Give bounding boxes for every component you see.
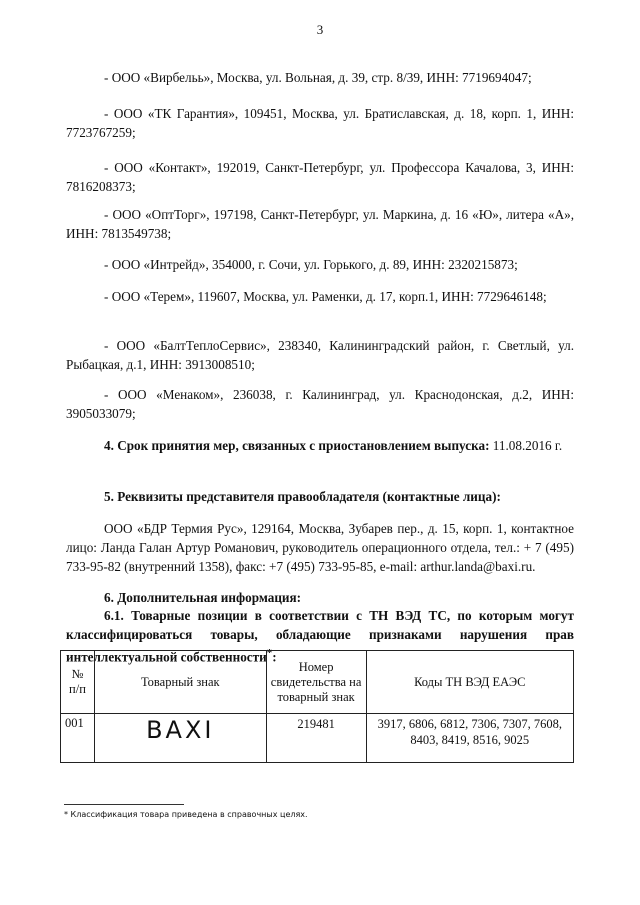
footnote-mark: * <box>266 647 273 659</box>
certificate-number: 219481 <box>266 714 366 763</box>
section-4-heading: 4. Срок принятия мер, связанных с приостановлением выпуска: <box>104 438 490 453</box>
page-number: 3 <box>316 22 324 37</box>
trademark-logo: BAXI <box>94 714 266 763</box>
section-6-1-text: 6.1. Товарные позиции в соответствии с ТН ВЭД ТС, по которым могут классифицироваться товары, обладающие признаками нарушения прав интеллектуальной собственности <box>66 608 574 665</box>
company-entry: - ООО «ТК Гарантия», 109451, Москва, ул. Братиславская, д. 18, корп. 1, ИНН: 7723767259; <box>66 106 574 140</box>
header-certificate: Номер свидетельства на товарный знак <box>266 651 366 714</box>
section-5-text: ООО «БДР Термия Рус», 129164, Москва, Зубарев пер., д. 15, корп. 1, контактное лицо: Ланда Галан Артур Романович, руководитель операционного отдела, тел.: + 7 (495) 733-95-82 (внутренний 1358), факс: +7 (495) 733-95-85, e-mail: arthur.landa@baxi.ru. <box>66 521 574 574</box>
company-entry: - ООО «Терем», 119607, Москва, ул. Раменки, д. 17, корп.1, ИНН: 7729646148; <box>104 289 547 304</box>
section-6-1-colon: : <box>272 649 277 665</box>
header-trademark: Товарный знак <box>94 651 266 714</box>
goods-table <box>60 650 574 763</box>
section-4 <box>66 436 574 455</box>
section-6-heading: 6. Дополнительная информация: <box>104 590 302 605</box>
company-entry: - ООО «ОптТорг», 197198, Санкт-Петербург, ул. Маркина, д. 16 «Ю», литера «А», ИНН: 7813549738; <box>66 207 574 241</box>
row-num: 001 <box>61 714 95 763</box>
header-num: № п/п <box>61 651 95 714</box>
footnote-divider <box>64 804 184 805</box>
table-header-row <box>61 651 574 714</box>
section-5-heading: 5. Реквизиты представителя правообладателя (контактные лица): <box>104 489 501 504</box>
company-entry: - ООО «БалтТеплоСервис», 238340, Калининградский район, г. Светлый, ул. Рыбацкая, д.1, ИНН: 3913008510; <box>66 338 574 372</box>
footnote: * Классификация товара приведена в справочных целях. <box>64 810 308 819</box>
company-entry: - ООО «Контакт», 192019, Санкт-Петербург, ул. Профессора Качалова, 3, ИНН: 7816208373; <box>66 160 574 194</box>
header-codes: Коды ТН ВЭД ЕАЭС <box>366 651 573 714</box>
section-4-value: 11.08.2016 г. <box>492 438 563 453</box>
company-entry: - ООО «Вирбельь», Москва, ул. Вольная, д. 39, стр. 8/39, ИНН: 7719694047; <box>104 70 532 85</box>
table-row <box>61 714 574 763</box>
tn-ved-codes: 3917, 6806, 6812, 7306, 7307, 7608, 8403, 8419, 8516, 9025 <box>366 714 573 763</box>
company-entry: - ООО «Интрейд», 354000, г. Сочи, ул. Горького, д. 89, ИНН: 2320215873; <box>104 257 518 272</box>
company-entry: - ООО «Менаком», 236038, г. Калининград, ул. Краснодонская, д.2, ИНН: 3905033079; <box>66 387 574 421</box>
